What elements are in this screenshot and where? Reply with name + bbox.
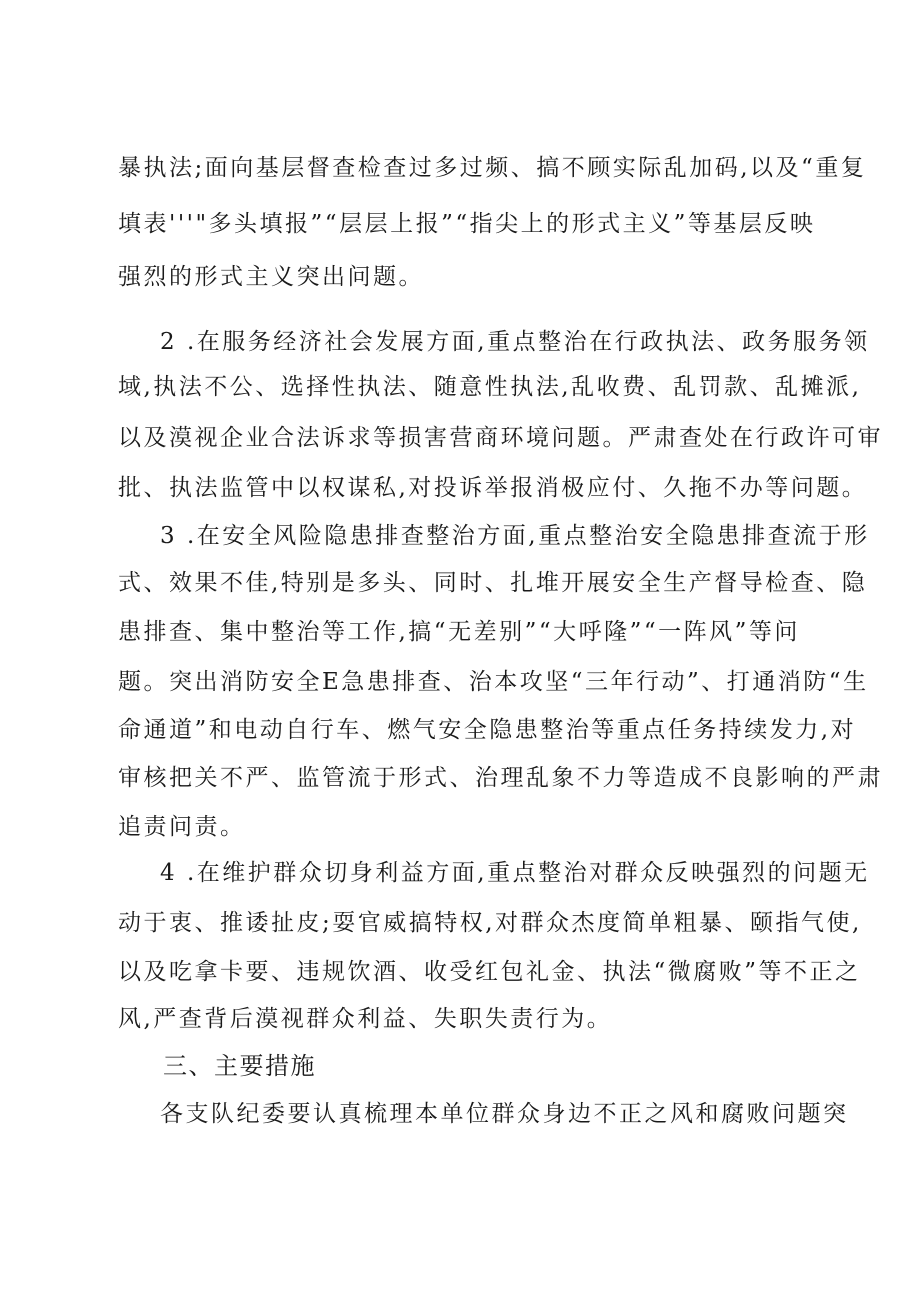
- text-line: 审核把关不严、监管流于形式、治理乱象不力等造成不良影响的严肃: [118, 765, 883, 791]
- text-line: 批、执法监管中以权谋私,对投诉举报消极应付、久拖不办等问题。: [118, 475, 868, 501]
- text-line: 以及吃拿卡要、违规饮酒、收受红包礼金、执法“微腐败”等不正之: [118, 959, 861, 985]
- text-line: 式、效果不佳,特别是多头、同时、扎堆开展安全生产督导检查、隐: [118, 570, 868, 596]
- section-heading: 三、主要措施: [163, 1052, 316, 1080]
- text-line: 以及漠视企业合法诉求等损害营商环境问题。严肃查处在行政许可审: [118, 425, 883, 451]
- text-line: 风,严查背后漠视群众利益、失职失责行为。: [118, 1006, 613, 1032]
- text-line: 患排查、集中整治等工作,搞“无差别”“大呼隆”“一阵风”等问: [118, 619, 800, 645]
- text-line: 命通道”和电动自行车、燃气安全隐患整治等重点任务持续发力,对: [118, 717, 857, 743]
- item-4-first-line: 4 .在维护群众切身利益方面,重点整治对群众反映强烈的问题无: [160, 860, 870, 886]
- text-line: 域,执法不公、选择性执法、随意性执法,乱收费、乱罚款、乱摊派,: [118, 374, 862, 400]
- text-line: 动于衷、推诿扯皮;耍官威搞特权,对群众杰度简单粗暴、颐指气使,: [118, 910, 862, 936]
- section-paragraph-first-line: 各支队纪委要认真梳理本单位群众身边不正之风和腐败问题突: [160, 1101, 849, 1127]
- text-line: 题。突出消防安全E急患排查、治本攻坚“三年行动”、打通消防“生: [118, 669, 869, 695]
- text-line: 填表'''"多头填报”“层层上报”“指尖上的形式主义”等基层反映: [118, 211, 816, 237]
- text-line: 暴执法;面向基层督查检查过多过频、搞不顾实际乱加码,以及“重复: [118, 155, 867, 181]
- item-3-first-line: 3 .在安全风险隐患排查整治方面,重点整治安全隐患排查流于形: [160, 523, 870, 549]
- text-line: 追责问责。: [118, 814, 246, 840]
- item-2-first-line: 2 .在服务经济社会发展方面,重点整治在行政执法、政务服务领: [160, 329, 870, 355]
- text-line: 强烈的形式主义突出问题。: [118, 264, 424, 290]
